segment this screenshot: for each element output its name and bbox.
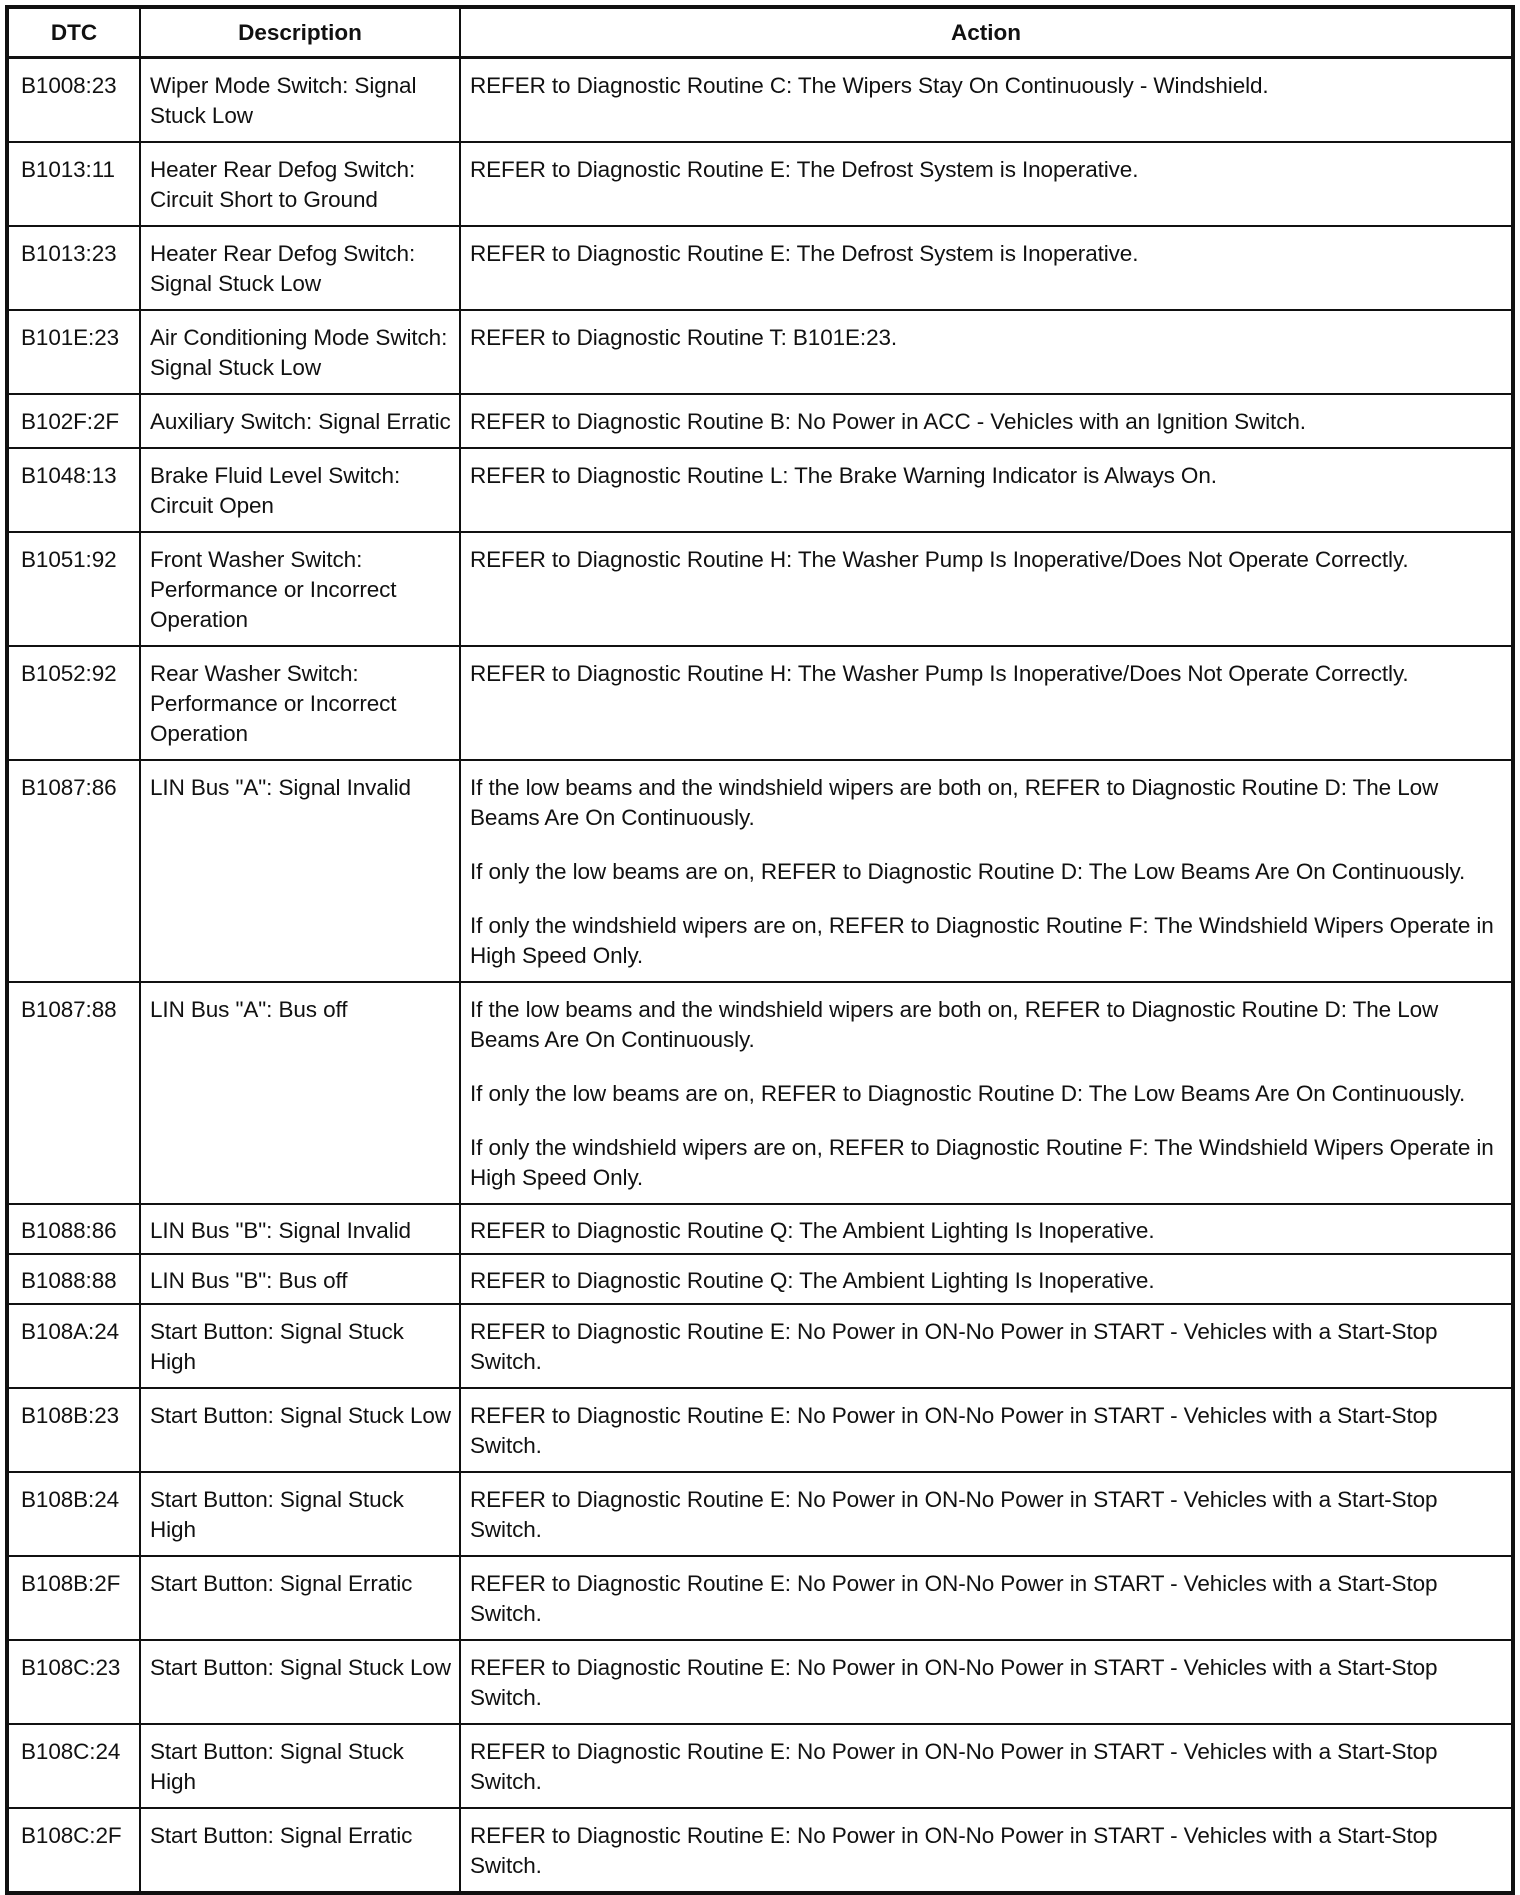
dtc-code-cell: B1008:23 <box>7 58 140 143</box>
dtc-code-cell: B108C:24 <box>7 1724 140 1808</box>
header-dtc: DTC <box>7 7 140 58</box>
dtc-code-cell: B108B:2F <box>7 1556 140 1640</box>
table-row <box>7 142 1513 226</box>
action-paragraph: REFER to Diagnostic Routine E: No Power in ON-No Power in START - Vehicles with a Start-Stop Switch. <box>470 1487 1438 1542</box>
action-paragraph: REFER to Diagnostic Routine E: The Defrost System is Inoperative. <box>470 157 1139 182</box>
action-cell <box>460 142 1513 226</box>
action-paragraph: REFER to Diagnostic Routine E: No Power in ON-No Power in START - Vehicles with a Start-Stop Switch. <box>470 1823 1438 1878</box>
table-row <box>7 1388 1513 1472</box>
table-row <box>7 1254 1513 1304</box>
dtc-code-cell: B1088:88 <box>7 1254 140 1304</box>
action-cell <box>460 1304 1513 1388</box>
table-row <box>7 1304 1513 1388</box>
dtc-code-cell: B1013:23 <box>7 226 140 310</box>
dtc-code-cell: B1052:92 <box>7 646 140 760</box>
action-cell <box>460 982 1513 1204</box>
action-paragraph: If the low beams and the windshield wipers are both on, REFER to Diagnostic Routine D: The Low Beams Are On Continuously. <box>470 775 1439 830</box>
table-body <box>7 58 1513 1894</box>
action-cell <box>460 1808 1513 1893</box>
dtc-table <box>5 5 1515 1895</box>
action-cell <box>460 760 1513 982</box>
action-paragraph: REFER to Diagnostic Routine Q: The Ambient Lighting Is Inoperative. <box>470 1268 1155 1293</box>
dtc-code-cell: B108B:23 <box>7 1388 140 1472</box>
table-row <box>7 226 1513 310</box>
dtc-code-cell: B1051:92 <box>7 532 140 646</box>
table-row <box>7 310 1513 394</box>
table-row <box>7 448 1513 532</box>
description-cell: LIN Bus "A": Signal Invalid <box>140 760 460 982</box>
description-cell: Brake Fluid Level Switch: Circuit Open <box>140 448 460 532</box>
action-cell <box>460 532 1513 646</box>
table-row <box>7 646 1513 760</box>
table-row <box>7 394 1513 448</box>
dtc-code-cell: B102F:2F <box>7 394 140 448</box>
description-cell: Air Conditioning Mode Switch: Signal Stuck Low <box>140 310 460 394</box>
action-cell <box>460 1724 1513 1808</box>
action-cell <box>460 1640 1513 1724</box>
description-cell: Start Button: Signal Erratic <box>140 1808 460 1893</box>
action-cell <box>460 226 1513 310</box>
action-paragraph: If only the windshield wipers are on, REFER to Diagnostic Routine F: The Windshield Wipers Operate in High Speed Only. <box>470 913 1494 968</box>
table-row <box>7 532 1513 646</box>
table-row <box>7 982 1513 1204</box>
action-cell <box>460 646 1513 760</box>
action-paragraph: REFER to Diagnostic Routine Q: The Ambient Lighting Is Inoperative. <box>470 1218 1155 1243</box>
action-paragraph: REFER to Diagnostic Routine H: The Washer Pump Is Inoperative/Does Not Operate Correctly. <box>470 547 1409 572</box>
dtc-code-cell: B1013:11 <box>7 142 140 226</box>
dtc-code-cell: B108C:23 <box>7 1640 140 1724</box>
action-paragraph: REFER to Diagnostic Routine T: B101E:23. <box>470 325 898 350</box>
description-cell: Start Button: Signal Stuck High <box>140 1724 460 1808</box>
dtc-code-cell: B108B:24 <box>7 1472 140 1556</box>
header-action: Action <box>460 7 1513 58</box>
action-paragraph: REFER to Diagnostic Routine H: The Washer Pump Is Inoperative/Does Not Operate Correctly. <box>470 661 1409 686</box>
table-row <box>7 1204 1513 1254</box>
dtc-code-cell: B108A:24 <box>7 1304 140 1388</box>
dtc-code-cell: B101E:23 <box>7 310 140 394</box>
dtc-code-cell: B1048:13 <box>7 448 140 532</box>
table-header <box>7 7 1513 58</box>
description-cell: Rear Washer Switch: Performance or Incorrect Operation <box>140 646 460 760</box>
description-cell: Start Button: Signal Stuck High <box>140 1304 460 1388</box>
description-cell: Heater Rear Defog Switch: Signal Stuck Low <box>140 226 460 310</box>
table-row <box>7 1472 1513 1556</box>
action-cell <box>460 394 1513 448</box>
table-row <box>7 760 1513 982</box>
table-row <box>7 1808 1513 1893</box>
description-cell: Heater Rear Defog Switch: Circuit Short to Ground <box>140 142 460 226</box>
action-paragraph: If only the low beams are on, REFER to Diagnostic Routine D: The Low Beams Are On Continuously. <box>470 859 1466 884</box>
action-cell <box>460 1254 1513 1304</box>
description-cell: Start Button: Signal Erratic <box>140 1556 460 1640</box>
action-cell <box>460 1204 1513 1254</box>
action-paragraph: REFER to Diagnostic Routine L: The Brake Warning Indicator is Always On. <box>470 463 1217 488</box>
action-paragraph: REFER to Diagnostic Routine E: The Defrost System is Inoperative. <box>470 241 1139 266</box>
description-cell: Wiper Mode Switch: Signal Stuck Low <box>140 58 460 143</box>
action-cell <box>460 310 1513 394</box>
description-cell: LIN Bus "A": Bus off <box>140 982 460 1204</box>
description-cell: LIN Bus "B": Bus off <box>140 1254 460 1304</box>
action-cell <box>460 1556 1513 1640</box>
action-paragraph: REFER to Diagnostic Routine C: The Wipers Stay On Continuously - Windshield. <box>470 73 1269 98</box>
action-paragraph: If the low beams and the windshield wipers are both on, REFER to Diagnostic Routine D: The Low Beams Are On Continuously. <box>470 997 1439 1052</box>
table-row <box>7 1556 1513 1640</box>
table-row <box>7 58 1513 143</box>
action-paragraph: REFER to Diagnostic Routine E: No Power in ON-No Power in START - Vehicles with a Start-Stop Switch. <box>470 1403 1438 1458</box>
description-cell: Start Button: Signal Stuck High <box>140 1472 460 1556</box>
action-cell <box>460 1388 1513 1472</box>
action-cell <box>460 1472 1513 1556</box>
table-row <box>7 1724 1513 1808</box>
table-row <box>7 1640 1513 1724</box>
description-cell: Auxiliary Switch: Signal Erratic <box>140 394 460 448</box>
header-description: Description <box>140 7 460 58</box>
dtc-code-cell: B108C:2F <box>7 1808 140 1893</box>
action-paragraph: REFER to Diagnostic Routine E: No Power in ON-No Power in START - Vehicles with a Start-Stop Switch. <box>470 1655 1438 1710</box>
description-cell: Start Button: Signal Stuck Low <box>140 1388 460 1472</box>
action-cell <box>460 448 1513 532</box>
action-paragraph: REFER to Diagnostic Routine E: No Power in ON-No Power in START - Vehicles with a Start-Stop Switch. <box>470 1571 1438 1626</box>
action-paragraph: REFER to Diagnostic Routine E: No Power in ON-No Power in START - Vehicles with a Start-Stop Switch. <box>470 1739 1438 1794</box>
description-cell: Start Button: Signal Stuck Low <box>140 1640 460 1724</box>
action-paragraph: REFER to Diagnostic Routine B: No Power in ACC - Vehicles with an Ignition Switch. <box>470 409 1306 434</box>
action-paragraph: REFER to Diagnostic Routine E: No Power in ON-No Power in START - Vehicles with a Start-Stop Switch. <box>470 1319 1438 1374</box>
description-cell: Front Washer Switch: Performance or Incorrect Operation <box>140 532 460 646</box>
action-paragraph: If only the windshield wipers are on, REFER to Diagnostic Routine F: The Windshield Wipers Operate in High Speed Only. <box>470 1135 1494 1190</box>
action-cell <box>460 58 1513 143</box>
dtc-code-cell: B1088:86 <box>7 1204 140 1254</box>
description-cell: LIN Bus "B": Signal Invalid <box>140 1204 460 1254</box>
dtc-code-cell: B1087:86 <box>7 760 140 982</box>
header-row <box>7 7 1513 58</box>
action-paragraph: If only the low beams are on, REFER to Diagnostic Routine D: The Low Beams Are On Continuously. <box>470 1081 1466 1106</box>
dtc-code-cell: B1087:88 <box>7 982 140 1204</box>
